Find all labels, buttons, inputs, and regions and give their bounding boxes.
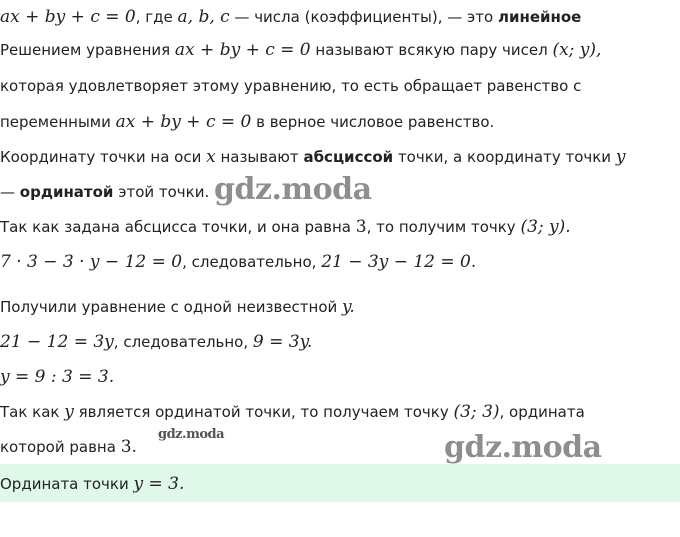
text-line-5 [0, 147, 625, 167]
answer-text [0, 474, 184, 494]
text: — числа (коэффициенты), — это [229, 8, 498, 26]
math: 7 · 3 − 3 · y − 12 = 0 [0, 252, 183, 272]
text: переменными [0, 113, 116, 131]
math: 3. [120, 437, 137, 457]
text: Координату точки на оси [0, 148, 207, 166]
math: 9 = 3y. [252, 332, 313, 352]
math: a, b, c [177, 7, 230, 27]
text: Так как задана абсцисса точки, и она равна [0, 218, 356, 236]
math: y = 9 : 3 = 3. [0, 367, 115, 387]
math: ax + by + c = 0 [115, 112, 252, 132]
text-line-8 [0, 252, 476, 272]
text-line-12 [0, 402, 585, 422]
math: y [64, 402, 74, 422]
text: , ордината [499, 403, 585, 421]
math: (3; 3) [453, 402, 500, 422]
text-line-11 [0, 367, 114, 387]
math: 21 − 3y − 12 = 0. [321, 252, 477, 272]
text-line-1 [0, 7, 581, 27]
text: , где [135, 8, 178, 26]
text: называют всякую пару чисел [310, 41, 553, 59]
text: , следовательно, [113, 333, 253, 351]
watermark: gdz.moda [214, 172, 372, 207]
math: ax + by + c = 0 [174, 40, 311, 60]
text: в верное числовое равенство. [251, 113, 495, 131]
math: (3; y). [520, 217, 571, 237]
math: (x; y), [552, 40, 602, 60]
bold-term: абсциссой [303, 148, 394, 166]
text-line-13 [0, 437, 137, 457]
text: — [0, 183, 20, 201]
text-line-9 [0, 297, 355, 317]
text: которая удовлетворяет этому уравнению, то есть обращает равенство с [0, 77, 582, 95]
text-line-2 [0, 40, 601, 60]
text: этой точки. [113, 183, 210, 201]
text-line-10 [0, 332, 312, 352]
text: которой равна [0, 438, 121, 456]
text-line-4 [0, 112, 494, 132]
math: 21 − 12 = 3y [0, 332, 114, 352]
text: Получили уравнение с одной неизвестной [0, 298, 343, 316]
math: y = 3. [133, 474, 185, 494]
bold-term: линейное [497, 8, 582, 26]
text: является ординатой точки, то получаем точку [73, 403, 454, 421]
math: ax + by + c = 0 [0, 7, 136, 27]
text: , то получим точку [366, 218, 521, 236]
text: Ордината точки [0, 475, 134, 493]
math: y. [342, 297, 355, 317]
text-line-3 [0, 76, 581, 96]
text: называют [215, 148, 304, 166]
text-line-7 [0, 217, 571, 237]
watermark-small: gdz.moda [158, 427, 225, 442]
watermark: gdz.moda [444, 430, 602, 465]
bold-term: ординатой [19, 183, 114, 201]
math: y [615, 147, 626, 167]
text: точки, а координату точки [393, 148, 616, 166]
math: 3 [355, 217, 367, 237]
math: x [206, 147, 216, 167]
text: Так как [0, 403, 65, 421]
text-line-6 [0, 182, 209, 202]
text: Решением уравнения [0, 41, 175, 59]
text: , следовательно, [182, 253, 322, 271]
